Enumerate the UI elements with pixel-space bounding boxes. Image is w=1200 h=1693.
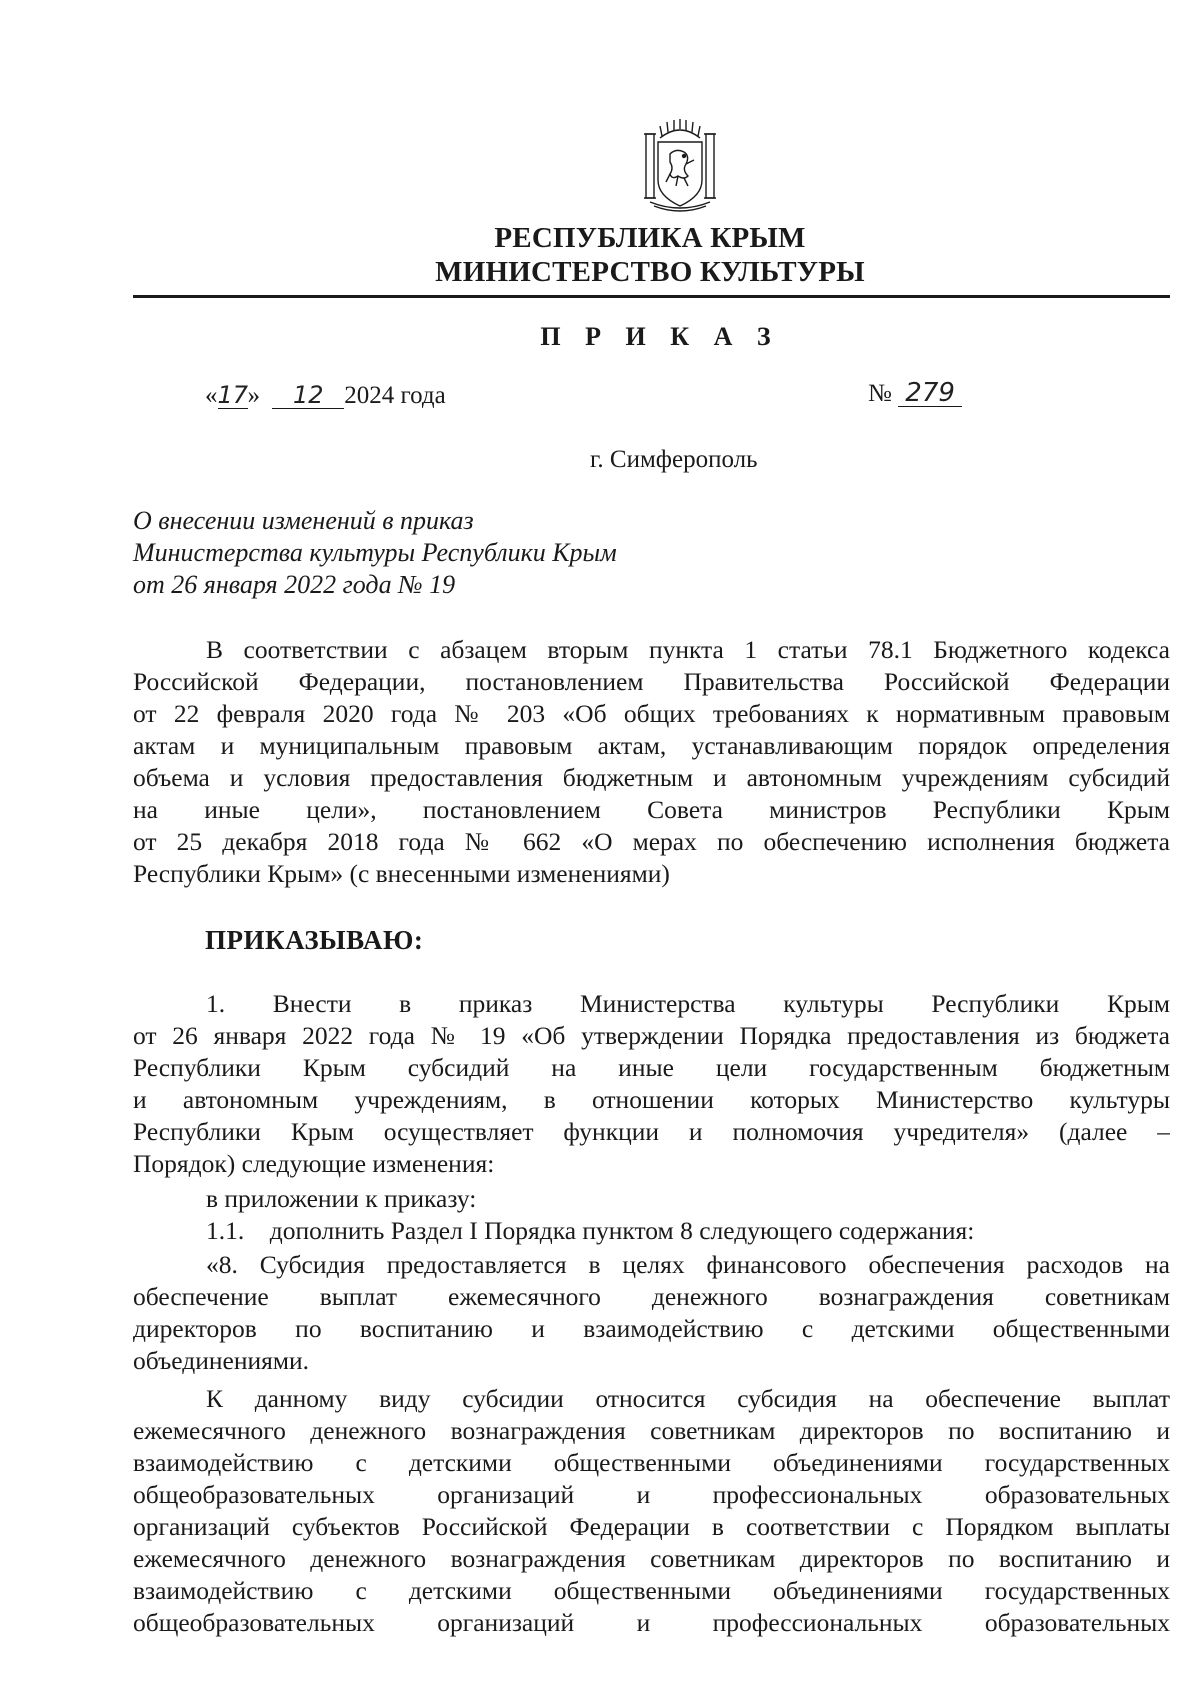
coat-of-arms-emblem [640,118,720,214]
text-line: объема и условия предоставления бюджетным и автономным учреждениям субсидий [133,763,1170,792]
text-line: обеспечение выплат ежемесячного денежного вознаграждения советникам [133,1282,1170,1311]
city: г. Симферополь [590,446,758,473]
text-line: директоров по воспитанию и взаимодействию с детскими общественными [133,1314,1170,1343]
republic-heading: РЕСПУБЛИКА КРЫМ [494,222,806,254]
header-divider [133,295,1170,298]
text-line: от 22 февраля 2020 года № 203 «Об общих требованиях к нормативным правовым [133,699,1170,728]
text-line: и автономным учреждениям, в отношении которых Министерство культуры [133,1085,1170,1114]
text-line: Республики Крым осуществляет функции и полномочия учредителя» (далее – [133,1117,1170,1146]
item1-paragraph [133,988,1170,1180]
date-close-quote: » [247,382,260,409]
subject-line: Министерства культуры Республики Крым [133,538,617,567]
text-line: «8. Субсидия предоставляется в целях финансового обеспечения расходов на [206,1250,1170,1279]
text-line: организаций субъектов Российской Федерации в соответствии с Порядком выплаты [133,1512,1170,1541]
order-title: П Р И К А З [540,322,780,351]
preamble-paragraph [133,634,1170,890]
text-line: Республики Крым субсидий на иные цели государственным бюджетным [133,1053,1170,1082]
order-number [868,380,962,408]
item-1-1-line: 1.1. дополнить Раздел I Порядка пунктом 8 следующего содержания: [206,1216,975,1245]
subject-line: О внесении изменений в приказ [133,506,474,535]
text-line: К данному виду субсидии относится субсидия на обеспечение выплат [206,1384,1170,1413]
text-line: от 25 декабря 2018 года № 662 «О мерах по обеспечению исполнения бюджета [133,827,1170,856]
text-line: ежемесячного денежного вознаграждения советникам директоров по воспитанию и [133,1544,1170,1573]
date-month-handwritten: 12 [272,382,344,409]
text-line: на иные цели», постановлением Совета министров Республики Крым [133,795,1170,824]
text-line: Российской Федерации, постановлением Правительства Российской Федерации [133,667,1170,696]
date-day-handwritten: 17 [217,381,249,409]
text-line: ежемесячного денежного вознаграждения советникам директоров по воспитанию и [133,1416,1170,1445]
order-subject [133,505,617,601]
text-line: взаимодействию с детскими общественными объединениями государственных [133,1576,1170,1605]
subsidy-kind-paragraph [133,1383,1170,1639]
text-line: актам и муниципальным правовым актам, устанавливающим порядок определения [133,731,1170,760]
subject-line: от 26 января 2022 года № 19 [133,570,456,599]
date-year: 2024 года [344,382,446,409]
text-line: общеобразовательных организаций и профессиональных образовательных [133,1480,1170,1509]
point8-paragraph [133,1249,1170,1377]
text-line: Республики Крым» (с внесенными изменениями) [133,859,670,888]
order-date [205,382,446,410]
text-line: В соответствии с абзацем вторым пункта 1 статьи 78.1 Бюджетного кодекса [206,635,1170,664]
date-open-quote: « [205,382,218,409]
text-line: объединениями. [133,1346,310,1375]
text-line: взаимодействию с детскими общественными объединениями государственных [133,1448,1170,1477]
text-line: от 26 января 2022 года № 19 «Об утверждении Порядка предоставления из бюджета [133,1021,1170,1050]
ministry-heading: МИНИСТЕРСТВО КУЛЬТУРЫ [435,256,865,288]
text-line: Порядок) следующие изменения: [133,1149,495,1178]
directive-heading: ПРИКАЗЫВАЮ: [205,925,424,955]
number-handwritten: 279 [898,380,962,407]
text-line: 1. Внести в приказ Министерства культуры Республики Крым [206,989,1170,1018]
appendix-line: в приложении к приказу: [206,1184,477,1213]
text-line: общеобразовательных организаций и профессиональных образовательных [133,1608,1170,1637]
number-sign: № [868,380,892,407]
